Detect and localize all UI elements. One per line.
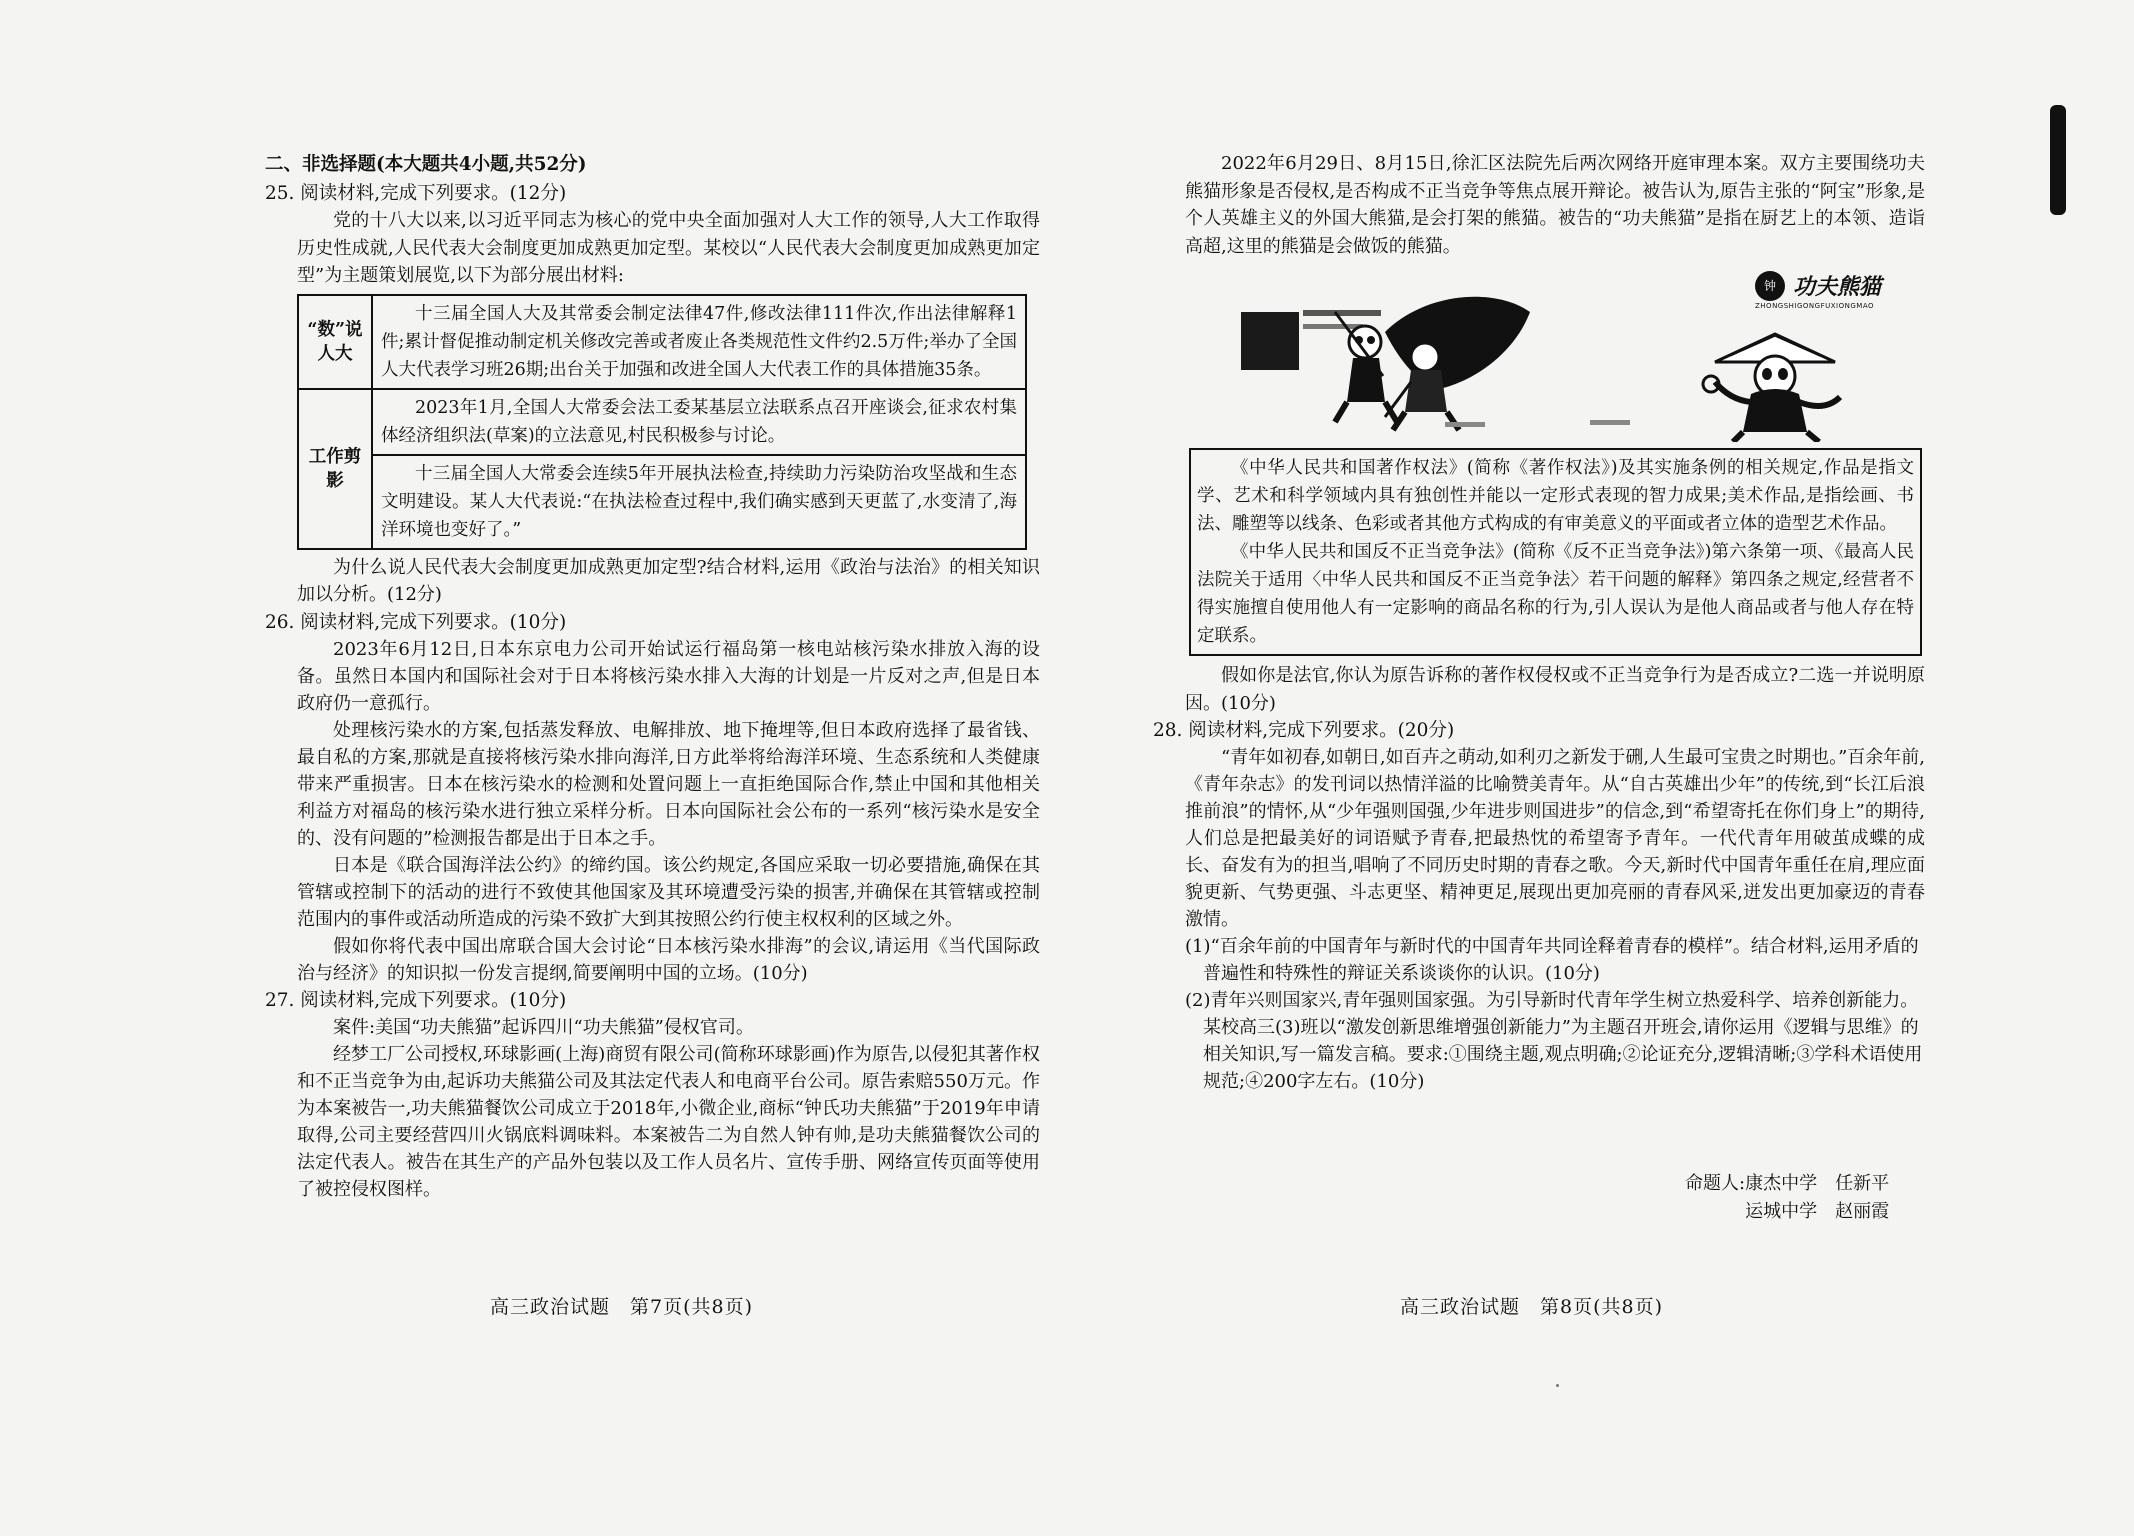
page-footer-7: 高三政治试题 第7页(共8页)	[490, 1296, 754, 1318]
q25-question: 为什么说人民代表大会制度更加成熟更加定型?结合材料,运用《政治与法治》的相关知识加以分析。(12分)	[297, 556, 1040, 605]
q26-p2: 处理核污染水的方案,包括蒸发释放、电解排放、地下掩埋等,但日本政府选择了最省钱、最自私的方案,那就是直接将核污染水排向海洋,日方此举将给海洋环境、生态系统和人类健康带来严重损害。日本在核污染水的检测和处置问题上一直拒绝国际合作,禁止中国和其他相关利益方对福岛的核污染水进行独立采样分析。日本向国际社会公布的一系列“核污染水是安全的、没有问题的”检测报告都是出于日本之手。	[297, 719, 1040, 849]
table-cell-jianying-a: 2023年1月,全国人大常委会法工委某基层立法联系点召开座谈会,征求农村集体经济组织法(草案)的立法意见,村民积极参与讨论。	[372, 389, 1026, 455]
q25-materials-table	[297, 294, 1027, 550]
left-page	[265, 0, 1040, 1536]
logo-text: 功夫熊猫	[1793, 274, 1882, 300]
q25-intro: 党的十八大以来,以习近平同志为核心的党中央全面加强对人大工作的领导,人大工作取得历史性成就,人民代表大会制度更加成熟更加定型。某校以“人民代表大会制度更加成熟更加定型”为主题策划展览,以下为部分展出材料:	[297, 210, 1040, 286]
logo-subtext: ZHONGSHIGONGFUXIONGMAO	[1755, 302, 1874, 310]
kungfu-panda-logo-icon: 钟	[1755, 271, 1785, 301]
q27-question: 假如你是法官,你认为原告诉称的著作权侵权或不正当竞争行为是否成立?二选一并说明原因。(10分)	[1185, 665, 1925, 714]
scan-speck	[1556, 1384, 1559, 1387]
table-label-jianying: 工作剪影	[298, 389, 372, 549]
q27-continued: 2022年6月29日、8月15日,徐汇区法院先后两次网络开庭审理本案。双方主要围绕功夫熊猫形象是否侵权,是否构成不正当竞争等焦点展开辩论。被告认为,原告主张的“阿宝”形象,是个人英雄主义的外国大熊猫,是会打架的熊猫。被告的“功夫熊猫”是指在厨艺上的本领、造诣高超,这里的熊猫是会做饭的熊猫。	[1185, 153, 1925, 257]
law-excerpt-box	[1189, 448, 1922, 656]
table-label-shuo: “数”说人大	[298, 295, 372, 389]
law-box-p1: 《中华人民共和国著作权法》(简称《著作权法》)及其实施条例的相关规定,作品是指文学、艺术和科学领域内具有独创性并能以一定形式表现的智力成果;美术作品,是指绘画、书法、雕塑等以线条、色彩或者其他方式构成的有审美意义的平面或者立体的造型艺术作品。	[1197, 458, 1914, 534]
right-page	[1153, 0, 1926, 1536]
q27-case: 案件:美国“功夫熊猫”起诉四川“功夫熊猫”侵权官司。	[333, 1016, 754, 1038]
author-line-1: 命题人:康杰中学 任新平	[1685, 1173, 1890, 1194]
section-title: 二、非选择题(本大题共4小题,共52分)	[265, 154, 587, 175]
scan-edge-mark	[2050, 105, 2066, 215]
author-block	[1685, 1170, 1889, 1226]
q28-sub1: (1)“百余年前的中国青年与新时代的中国青年共同诠释着青春的模样”。结合材料,运用矛盾的普遍性和特殊性的辩证关系谈谈你的认识。(10分)	[1185, 936, 1919, 984]
table-cell-shuo: 十三届全国人大及其常委会制定法律47件,修改法律111件次,作出法律解释1件;累计督促推动制定机关修改完善或者废止各类规范性文件约2.5万件;举办了全国人大代表学习班26期;出台关于加强和改进全国人大代表工作的具体措施35条。	[372, 295, 1026, 389]
q26-stem: 26. 阅读材料,完成下列要求。(10分)	[265, 611, 567, 633]
table-cell-jianying-b: 十三届全国人大常委会连续5年开展执法检查,持续助力污染防治攻坚战和生态文明建设。某人大代表说:“在执法检查过程中,我们确实感到天更蓝了,水变清了,海洋环境也变好了。”	[372, 455, 1026, 549]
law-box-p2: 《中华人民共和国反不正当竞争法》(简称《反不正当竞争法》)第六条第一项、《最高人民法院关于适用〈中华人民共和国反不正当竞争法〉若干问题的解释》第四条之规定,经营者不得实施擅自使用他人有一定影响的商品名称的行为,引人误认为是他人商品或者与他人存在特定联系。	[1197, 542, 1914, 646]
q27-stem: 27. 阅读材料,完成下列要求。(10分)	[265, 989, 567, 1011]
q26-p1: 2023年6月12日,日本东京电力公司开始试运行福岛第一核电站核污染水排放入海的设备。虽然日本国内和国际社会对于日本将核污染水排入大海的计划是一片反对之声,但是日本政府仍一意孤行。	[297, 638, 1040, 714]
q26-question: 假如你将代表中国出席联合国大会讨论“日本核污染水排海”的会议,请运用《当代国际政治与经济》的知识拟一份发言提纲,简要阐明中国的立场。(10分)	[297, 935, 1040, 984]
q28-sub2: (2)青年兴则国家兴,青年强则国家强。为引导新时代青年学生树立热爱科学、培养创新能力。某校高三(3)班以“激发创新思维增强创新能力”为主题召开班会,请你运用《逻辑与思维》的相关知识,写一篇发言稿。要求:①围绕主题,观点明确;②论证充分,逻辑清晰;③学科术语使用规范;④200字左右。(10分)	[1185, 990, 1923, 1092]
q27-p1: 经梦工厂公司授权,环球影画(上海)商贸有限公司(简称环球影画)作为原告,以侵犯其著作权和不正当竞争为由,起诉功夫熊猫公司及其法定代表人和电商平台公司。原告索赔550万元。作为本案被告一,功夫熊猫餐饮公司成立于2018年,小微企业,商标“钟氏功夫熊猫”于2019年申请取得,公司主要经营四川火锅底料调味料。本案被告二为自然人钟有帅,是功夫熊猫餐饮公司的法定代表人。被告在其生产的产品外包装以及工作人员名片、宣传手册、网络宣传页面等使用了被控侵权图样。	[297, 1043, 1040, 1200]
q28-stem: 28. 阅读材料,完成下列要求。(20分)	[1153, 720, 1455, 741]
panda-image-area	[1185, 272, 1925, 442]
q28-p1: “青年如初春,如朝日,如百卉之萌动,如利刃之新发于硎,人生最可宝贵之时期也。”百余年前,《青年杂志》的发刊词以热情洋溢的比喻赞美青年。从“自古英雄出少年”的传统,到“长江后浪推前浪”的情怀,从“少年强则国强,少年进步则国进步”的信念,到“希望寄托在你们身上”的期待,人们总是把最美好的词语赋予青春,把最热忱的希望寄予青年。一代代青年用破茧成蝶的成长、奋发有为的担当,唱响了不同历史时期的青春之歌。今天,新时代中国青年重任在肩,理应面貌更新、气势更强、斗志更坚、精神更足,展现出更加亮丽的青春风采,迸发出更加豪迈的青春激情。	[1185, 747, 1926, 930]
q26-p3: 日本是《联合国海洋法公约》的缔约国。该公约规定,各国应采取一切必要措施,确保在其管辖或控制下的活动的进行不致使其他国家及其环境遭受污染的损害,并确保在其管辖或控制范围内的事件或活动所造成的污染不致扩大到其按照公约行使主权权利的区域之外。	[297, 854, 1040, 930]
page-footer-8: 高三政治试题 第8页(共8页)	[1400, 1296, 1664, 1318]
author-line-2: 运城中学 赵丽霞	[1745, 1201, 1890, 1222]
kungfu-panda-logo	[1755, 270, 1881, 301]
q25-stem: 25. 阅读材料,完成下列要求。(12分)	[265, 183, 567, 204]
